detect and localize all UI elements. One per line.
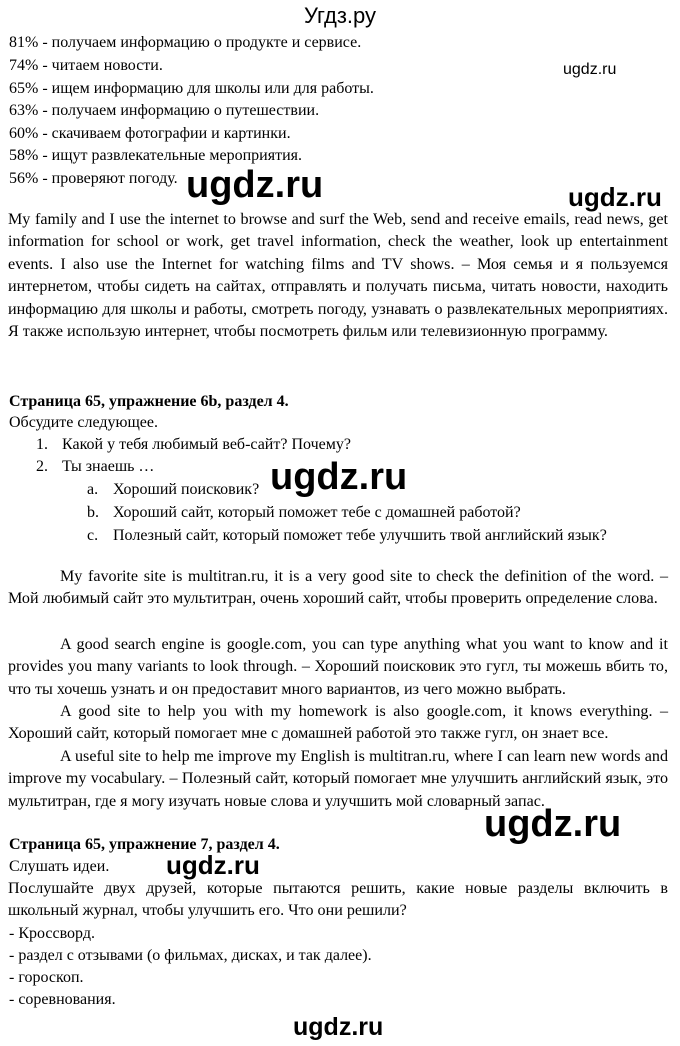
stat-line: 81% - получаем информацию о продукте и сервисе.	[9, 34, 362, 51]
answer-paragraph: A good site to help you with my homework is also google.com, it knows everything. – Хороший сайт, который помогает мне с домашней работой это также гугл, он знает все.	[8, 703, 668, 743]
section-heading: Страница 65, упражнение 7, раздел 4.	[9, 836, 280, 853]
stat-line: 60% - скачиваем фотографии и картинки.	[9, 125, 291, 142]
family-paragraph: My family and I use the internet to browse and surf the Web, send and receive emails, read news, get information for school or work, get travel information, check the weather, look up entertainment events. I also use the Internet for watching films and TV shows. – Моя семья и я пользуемся интернетом, чтобы сидеть на сайтах, отправлять и получать письма, читать новости, находить информацию для школы и работы, смотреть погоду, узнавать о развлекательных мероприятиях. Я также использую интернет, чтобы посмотреть фильм или телевизионную программу.	[8, 211, 668, 341]
list-item: Какой у тебя любимый веб-сайт? Почему?	[62, 436, 351, 453]
section-instruction: Слушать идеи.	[9, 858, 110, 875]
watermark: ugdz.ru	[186, 164, 324, 206]
list-item: - соревнования.	[9, 991, 116, 1008]
answer-paragraph: A good search engine is google.com, you can type anything what you want to know and it provides you many variants to look through. – Хороший поисковик это гугл, ты можешь вбить то, что ты хочешь узнать и он предоставит много вариантов, из чего можно выбрать.	[8, 636, 668, 698]
watermark: ugdz.ru	[166, 850, 260, 880]
list-item: - гороскоп.	[9, 969, 84, 986]
stat-line: 58% - ищут развлекательные мероприятия.	[9, 147, 303, 164]
watermark: ugdz.ru	[270, 456, 408, 498]
list-number: 2.	[36, 458, 48, 475]
stat-line: 65% - ищем информацию для школы или для работы.	[9, 80, 374, 97]
section-instruction: Обсудите следующее.	[9, 414, 158, 431]
answer-paragraph: A useful site to help me improve my English is multitran.ru, where I can learn new words and improve my vocabulary. – Полезный сайт, который помогает мне улучшить английский язык, это мультитран, где я могу изучать новые слова и улучшить мой словарный запас.	[8, 748, 668, 810]
watermark: ugdz.ru	[293, 1013, 384, 1041]
sublist-item: Полезный сайт, который поможет тебе улучшить твой английский язык?	[113, 527, 607, 544]
list-number: 1.	[36, 436, 48, 453]
list-item: Ты знаешь …	[62, 458, 155, 475]
site-title: Угдз.ру	[303, 3, 377, 28]
sublist-letter: a.	[87, 481, 99, 498]
watermark: ugdz.ru	[484, 803, 622, 845]
exercise-paragraph: Послушайте двух друзей, которые пытаются решить, какие новые разделы включить в школьный журнал, чтобы улучшить его. Что они решили?	[8, 880, 668, 920]
stat-line: 63% - получаем информацию о путешествии.	[9, 102, 320, 119]
sublist-item: Хороший сайт, который поможет тебе с домашней работой?	[113, 504, 521, 521]
sublist-letter: c.	[87, 527, 99, 544]
list-item: - Кроссворд.	[9, 925, 95, 942]
watermark: ugdz.ru	[563, 61, 617, 78]
watermark: ugdz.ru	[568, 182, 662, 212]
answer-paragraph: My favorite site is multitran.ru, it is a very good site to check the definition of the word. – Мой любимый сайт это мультитран, очень хороший сайт, чтобы проверить определение слова.	[8, 568, 668, 608]
list-item: - раздел с отзывами (о фильмах, дисках, и так далее).	[9, 947, 372, 964]
sublist-letter: b.	[87, 504, 99, 521]
sublist-item: Хороший поисковик?	[113, 481, 260, 498]
stat-line: 56% - проверяют погоду.	[9, 170, 178, 187]
stat-line: 74% - читаем новости.	[9, 57, 163, 74]
section-heading: Страница 65, упражнение 6b, раздел 4.	[9, 393, 289, 410]
